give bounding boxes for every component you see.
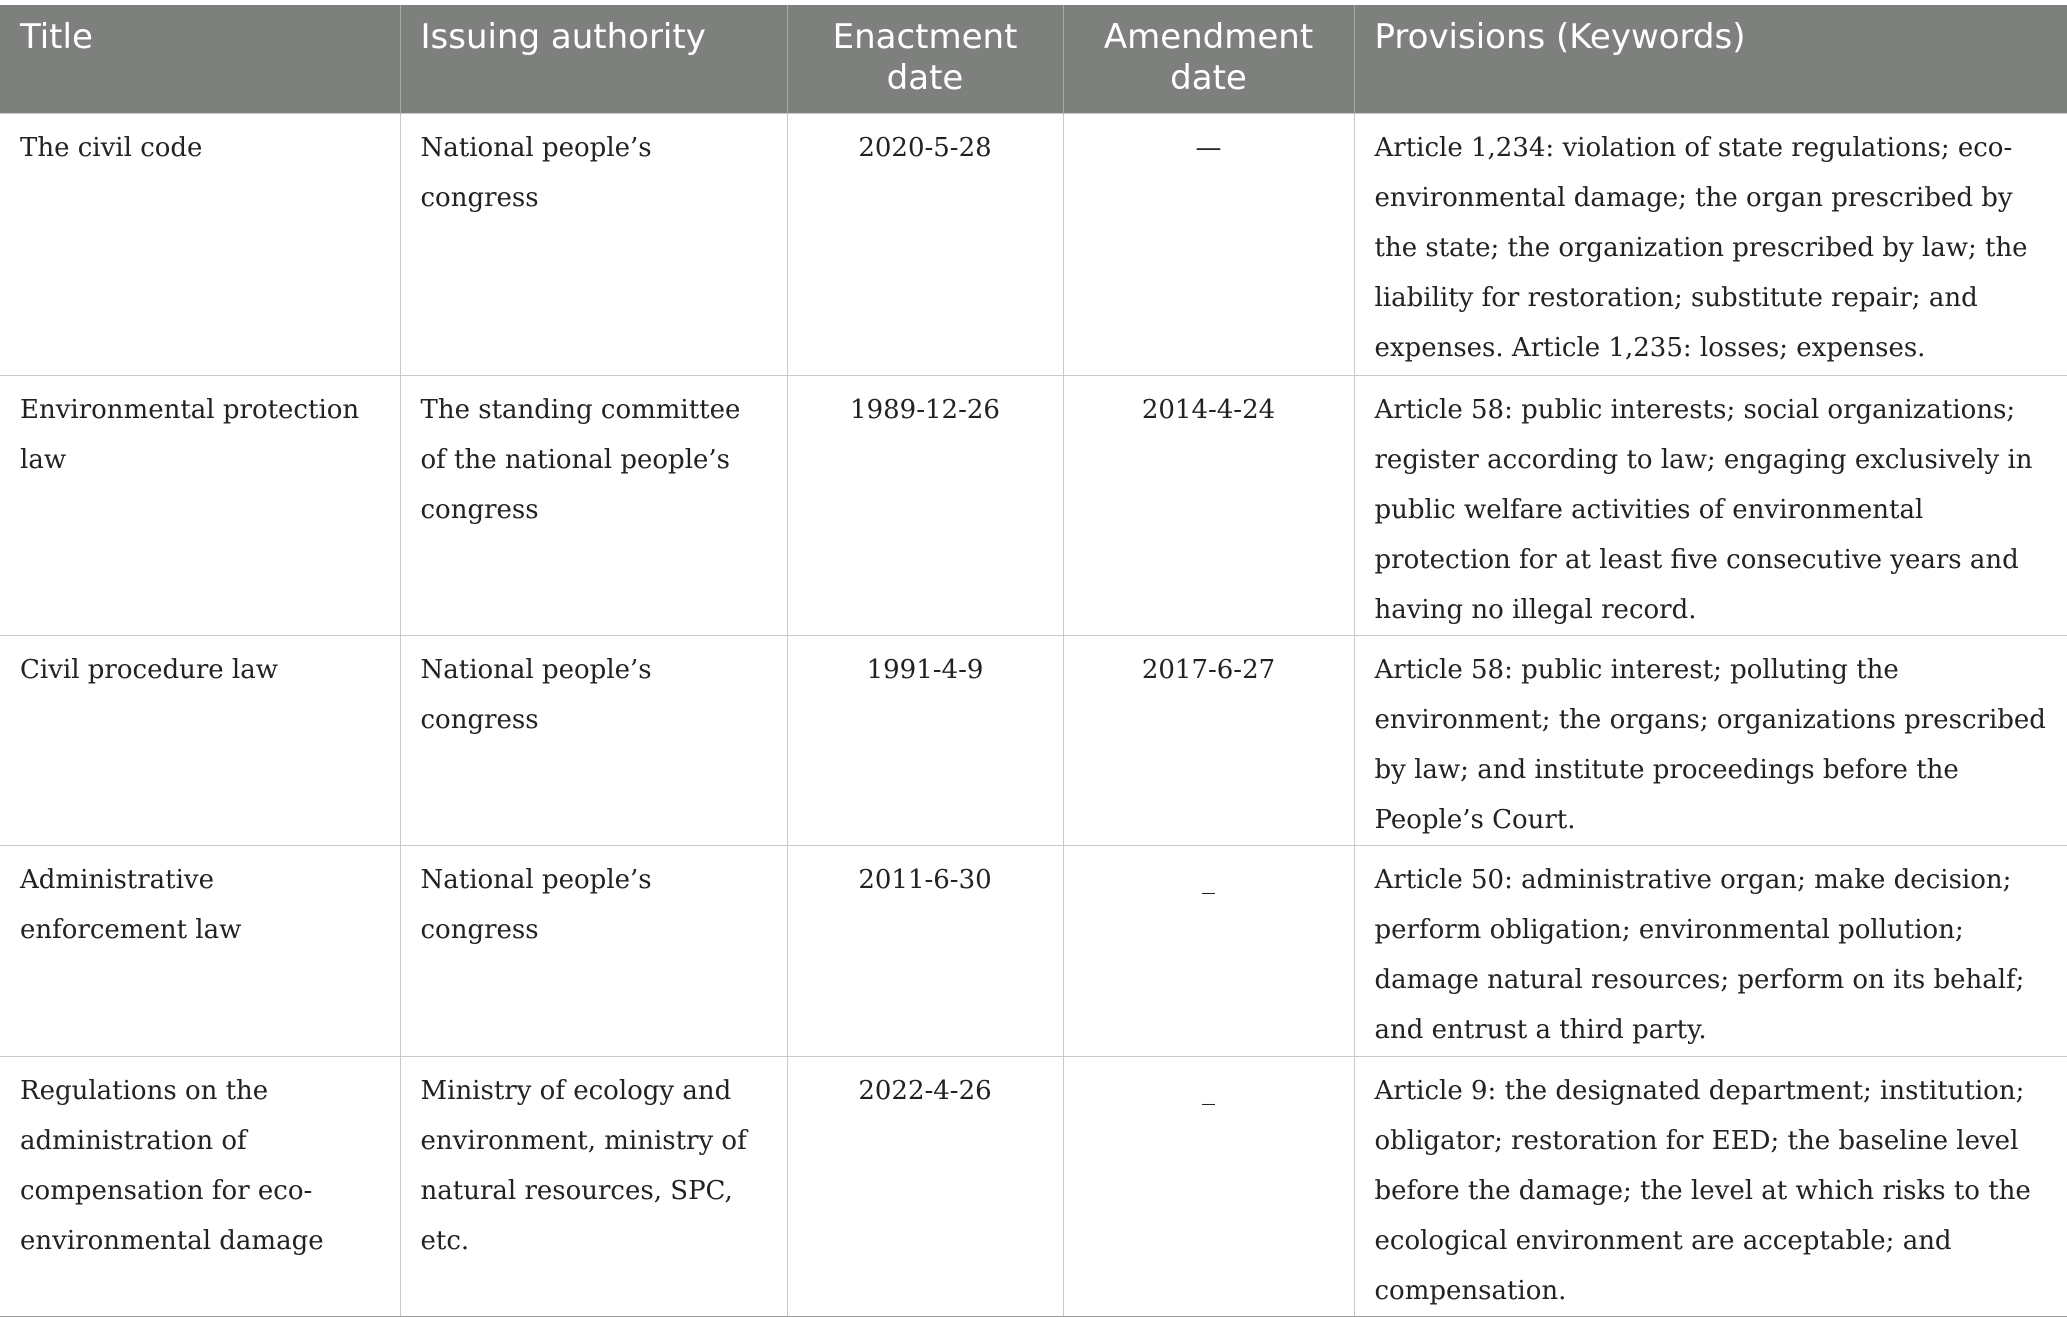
table-row bbox=[0, 113, 2067, 375]
cell-title: Administrative enforcement law bbox=[0, 845, 400, 1056]
cell-amendment-date: _ bbox=[1063, 845, 1354, 1056]
cell-title: Regulations on the administration of compensation for eco-environmental damage bbox=[0, 1056, 400, 1316]
cell-amendment-date: 2014-4-24 bbox=[1063, 375, 1354, 635]
cell-enactment-date: 2011-6-30 bbox=[787, 845, 1063, 1056]
table-row bbox=[0, 1056, 2067, 1316]
table-row bbox=[0, 635, 2067, 845]
table-row bbox=[0, 375, 2067, 635]
header-title: Title bbox=[20, 17, 93, 57]
header-enactment-date: Enactment date bbox=[787, 5, 1063, 113]
cell-amendment-date: _ bbox=[1063, 1056, 1354, 1316]
cell-provisions: Article 9: the designated department; institution; obligator; restoration for EED; the baseline level before the damage; the level at which risks to the ecological environment are acceptable; and compensation. bbox=[1354, 1056, 2067, 1316]
cell-authority: National people’s congress bbox=[400, 635, 787, 845]
cell-title: Environmental protection law bbox=[0, 375, 400, 635]
cell-amendment-date: 2017-6-27 bbox=[1063, 635, 1354, 845]
cell-amendment-date: — bbox=[1063, 113, 1354, 375]
header-provisions: Provisions (Keywords) bbox=[1354, 5, 2067, 113]
cell-provisions: Article 1,234: violation of state regulations; eco-environmental damage; the organ prescribed by the state; the organization prescribed by law; the liability for restoration; substitute repair; and expenses. Article 1,235: losses; expenses. bbox=[1354, 113, 2067, 375]
cell-authority: Ministry of ecology and environment, ministry of natural resources, SPC, etc. bbox=[400, 1056, 787, 1316]
cell-enactment-date: 1989-12-26 bbox=[787, 375, 1063, 635]
table-row bbox=[0, 845, 2067, 1056]
cell-enactment-date: 2020-5-28 bbox=[787, 113, 1063, 375]
cell-provisions: Article 58: public interest; polluting the environment; the organs; organizations prescribed by law; and institute proceedings before the People’s Court. bbox=[1354, 635, 2067, 845]
legislation-table bbox=[0, 5, 2067, 1317]
cell-provisions: Article 50: administrative organ; make decision; perform obligation; environmental pollution; damage natural resources; perform on its behalf; and entrust a third party. bbox=[1354, 845, 2067, 1056]
table-body bbox=[0, 113, 2067, 1316]
cell-authority: National people’s congress bbox=[400, 113, 787, 375]
header-row bbox=[0, 5, 2067, 113]
header-issuing-authority: Issuing authority bbox=[400, 5, 787, 113]
cell-enactment-date: 1991-4-9 bbox=[787, 635, 1063, 845]
cell-authority: The standing committee of the national people’s congress bbox=[400, 375, 787, 635]
cell-title: Civil procedure law bbox=[0, 635, 400, 845]
header-amendment-date: Amendment date bbox=[1063, 5, 1354, 113]
cell-authority: National people’s congress bbox=[400, 845, 787, 1056]
cell-enactment-date: 2022-4-26 bbox=[787, 1056, 1063, 1316]
table-header bbox=[0, 5, 2067, 113]
cell-title: The civil code bbox=[0, 113, 400, 375]
cell-provisions: Article 58: public interests; social organizations; register according to law; engaging exclusively in public welfare activities of environmental protection for at least five consecutive years and having no illegal record. bbox=[1354, 375, 2067, 635]
